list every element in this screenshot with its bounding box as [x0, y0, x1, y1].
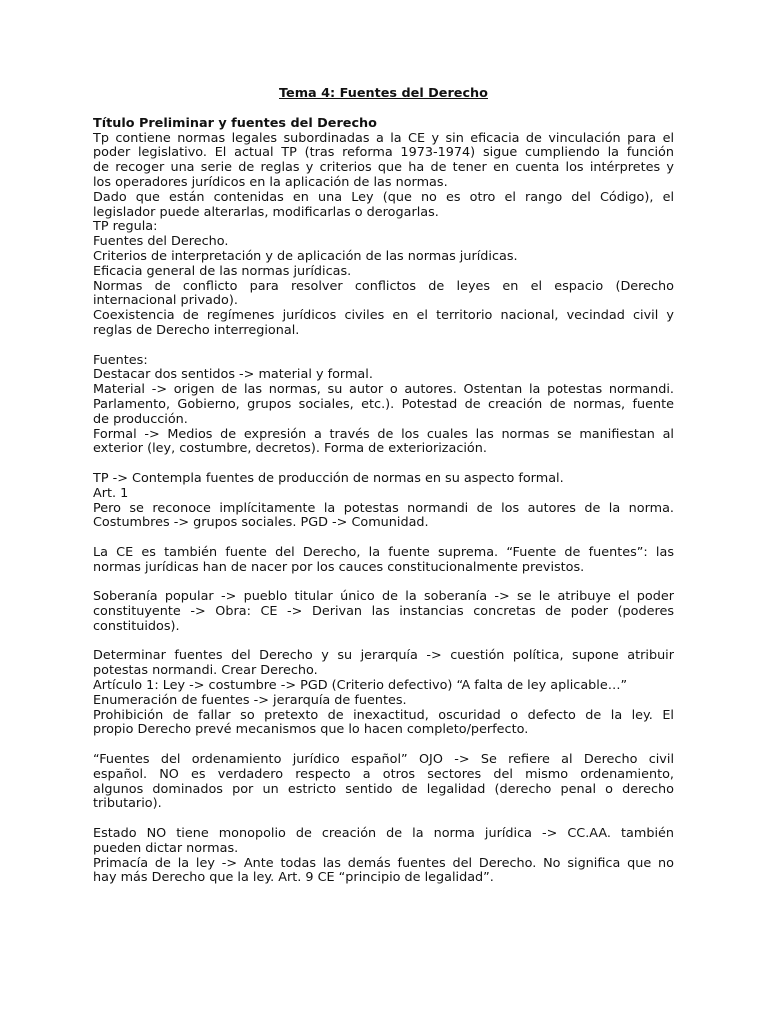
- text-line: Coexistencia de regímenes jurídicos civiles en el territorio nacional, vecindad civil y: [93, 308, 674, 324]
- section-heading: Título Preliminar y fuentes del Derecho: [93, 115, 377, 131]
- text-line: Soberanía popular -> pueblo titular único de la soberanía -> se le atribuye el poder: [93, 589, 674, 605]
- text-line: propio Derecho prevé mecanismos que lo hacen completo/perfecto.: [93, 722, 529, 738]
- text-line: constituidos).: [93, 618, 180, 634]
- text-line: Primacía de la ley -> Ante todas las demás fuentes del Derecho. No significa que no: [93, 855, 674, 871]
- paragraph-block: [93, 546, 674, 576]
- text-line: Normas de conflicto para resolver conflictos de leyes en el espacio (Derecho: [93, 278, 674, 294]
- text-line: Fuentes del Derecho.: [93, 234, 229, 250]
- text-line: Tp contiene normas legales subordinadas a la CE y sin eficacia de vinculación para el: [93, 130, 674, 146]
- text-line: Prohibición de fallar so pretexto de inexactitud, oscuridad o defecto de la ley. El: [93, 707, 674, 723]
- text-line: tributario).: [93, 796, 162, 812]
- paragraph-block: [93, 753, 674, 812]
- text-line: reglas de Derecho interregional.: [93, 322, 300, 338]
- text-line: Criterios de interpretación y de aplicación de las normas jurídicas.: [93, 248, 518, 264]
- text-line: Formal -> Medios de expresión a través de los cuales las normas se manifiestan al: [93, 426, 674, 442]
- text-line: Pero se reconoce implícitamente la potestas normandi de los autores de la norma.: [93, 500, 674, 516]
- text-line: TP regula:: [93, 219, 158, 235]
- text-line: algunos dominados por un estricto sentido de legalidad (derecho penal o derecho: [93, 781, 674, 797]
- text-line: Costumbres -> grupos sociales. PGD -> Comunidad.: [93, 515, 429, 531]
- text-line: potestas normandi. Crear Derecho.: [93, 663, 318, 679]
- text-line: Determinar fuentes del Derecho y su jerarquía -> cuestión política, supone atribuir: [93, 648, 674, 664]
- text-line: constituyente -> Obra: CE -> Derivan las instancias concretas de poder (poderes: [93, 604, 674, 620]
- text-line: Destacar dos sentidos -> material y formal.: [93, 367, 373, 383]
- text-line: Estado NO tiene monopolio de creación de la norma jurídica -> CC.AA. también: [93, 826, 674, 842]
- document-body: [93, 117, 674, 886]
- text-line: Eficacia general de las normas jurídicas.: [93, 263, 352, 279]
- paragraph-block: [93, 827, 674, 886]
- text-line: Material -> origen de las normas, su autor o autores. Ostentan la potestas normandi.: [93, 382, 674, 398]
- text-line: pueden dictar normas.: [93, 840, 239, 856]
- paragraph-block: [93, 472, 674, 531]
- document-page: [93, 87, 674, 901]
- text-line: hay más Derecho que la ley. Art. 9 CE “principio de legalidad”.: [93, 870, 494, 886]
- text-line: “Fuentes del ordenamiento jurídico español” OJO -> Se refiere al Derecho civil: [93, 752, 674, 768]
- text-line: de recoger una serie de reglas y criterios que ha de tener en cuenta los intérpretes y: [93, 160, 674, 176]
- text-line: internacional privado).: [93, 293, 238, 309]
- text-line: Parlamento, Gobierno, grupos sociales, etc.). Potestad de creación de normas, fuente: [93, 396, 674, 412]
- text-line: poder legislativo. El actual TP (tras reforma 1973-1974) sigue cumpliendo la función: [93, 145, 674, 161]
- paragraph-block: [93, 649, 674, 738]
- document-title: Tema 4: Fuentes del Derecho: [279, 86, 488, 101]
- paragraph-block: [93, 590, 674, 634]
- paragraph-block: [93, 354, 674, 458]
- text-line: Fuentes:: [93, 352, 148, 368]
- text-line: La CE es también fuente del Derecho, la fuente suprema. “Fuente de fuentes”: las: [93, 544, 674, 560]
- text-line: legislador puede alterarlas, modificarlas o derogarlas.: [93, 204, 439, 220]
- text-line: los operadores jurídicos en la aplicación de las normas.: [93, 174, 448, 190]
- text-line: Artículo 1: Ley -> costumbre -> PGD (Criterio defectivo) “A falta de ley aplicable…”: [93, 678, 628, 694]
- text-line: de producción.: [93, 411, 188, 427]
- text-line: Art. 1: [93, 485, 129, 501]
- text-line: exterior (ley, costumbre, decretos). Forma de exteriorización.: [93, 441, 487, 457]
- text-line: Enumeración de fuentes -> jerarquía de fuentes.: [93, 692, 407, 708]
- text-line: español. NO es verdadero respecto a otros sectores del mismo ordenamiento,: [93, 766, 674, 782]
- text-line: TP -> Contempla fuentes de producción de normas en su aspecto formal.: [93, 470, 564, 486]
- paragraph-block: [93, 117, 674, 339]
- text-line: normas jurídicas han de nacer por los cauces constitucionalmente previstos.: [93, 559, 585, 575]
- text-line: Dado que están contenidas en una Ley (que no es otro el rango del Código), el: [93, 189, 674, 205]
